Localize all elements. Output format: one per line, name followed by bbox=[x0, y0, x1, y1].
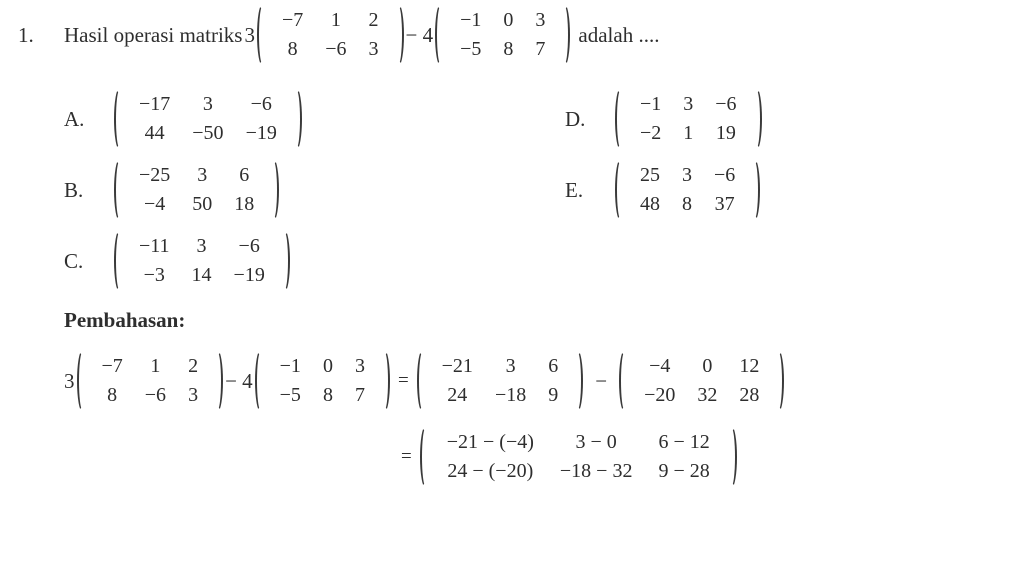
matrix-body bbox=[271, 6, 390, 64]
matrix-cell: −6 bbox=[144, 384, 167, 406]
matrix-body bbox=[269, 352, 376, 410]
matrix-cell: 3 bbox=[196, 235, 207, 257]
matrix-cell: 19 bbox=[715, 122, 736, 144]
right-paren-icon bbox=[726, 426, 737, 488]
matrix-body bbox=[633, 352, 770, 410]
matrix-cell: 3 bbox=[682, 164, 692, 186]
matrix-cell: −7 bbox=[101, 355, 123, 377]
matrix-cell: −19 bbox=[245, 122, 277, 144]
matrix-cell: 0 bbox=[322, 355, 333, 377]
matrix-row bbox=[629, 190, 746, 219]
matrix-row bbox=[128, 161, 265, 190]
matrix-row bbox=[431, 381, 570, 410]
solution-operator-cd: − bbox=[595, 368, 608, 393]
matrix-row bbox=[629, 161, 746, 190]
matrix-cell: 9 bbox=[548, 384, 559, 406]
right-paren-icon bbox=[393, 4, 404, 66]
matrix-cell: 7 bbox=[535, 38, 546, 60]
option-c-label: C. bbox=[64, 248, 84, 273]
matrix-row bbox=[633, 381, 770, 410]
matrix-cell: 7 bbox=[354, 384, 365, 406]
option-c-matrix bbox=[114, 230, 290, 292]
right-paren-icon bbox=[268, 159, 279, 221]
question-body bbox=[64, 4, 659, 66]
right-paren-icon bbox=[212, 350, 223, 412]
solution-matrix-c bbox=[417, 350, 584, 412]
right-paren-icon bbox=[572, 350, 583, 412]
option-c bbox=[64, 230, 565, 292]
matrix-cell: −1 bbox=[279, 355, 301, 377]
option-b-label: B. bbox=[64, 177, 84, 202]
left-paren-icon bbox=[615, 88, 626, 150]
left-paren-icon bbox=[417, 350, 428, 412]
matrix-row bbox=[269, 381, 376, 410]
matrix-cell: −6 bbox=[238, 235, 260, 257]
matrix-cell: 3 bbox=[683, 93, 694, 115]
matrix-cell: 3 bbox=[202, 93, 213, 115]
matrix-cell: 1 bbox=[150, 355, 161, 377]
matrix-row bbox=[128, 232, 276, 261]
matrix-cell: 28 bbox=[739, 384, 760, 406]
right-paren-icon bbox=[279, 230, 290, 292]
options-grid bbox=[64, 88, 1024, 292]
left-paren-icon bbox=[615, 159, 626, 221]
matrix-cell: 18 bbox=[234, 193, 255, 215]
matrix-cell: 2 bbox=[188, 355, 199, 377]
matrix-cell: 32 bbox=[697, 384, 718, 406]
right-paren-icon bbox=[559, 4, 570, 66]
matrix-row bbox=[128, 90, 288, 119]
matrix-row bbox=[633, 352, 770, 381]
question-matrix-b bbox=[435, 4, 570, 66]
option-d-matrix bbox=[615, 88, 762, 150]
matrix-cell: 1 bbox=[330, 9, 341, 31]
matrix-cell: 3 bbox=[505, 355, 516, 377]
matrix-cell: −6 bbox=[325, 38, 347, 60]
matrix-cell: −4 bbox=[649, 355, 671, 377]
matrix-cell: 50 bbox=[192, 193, 213, 215]
matrix-cell: 24 − (−20) bbox=[447, 460, 534, 482]
solution-coefficient-a: 3 bbox=[64, 368, 75, 393]
matrix-row bbox=[629, 90, 748, 119]
matrix-cell: 8 bbox=[107, 384, 118, 406]
matrix-row bbox=[91, 352, 210, 381]
solution-heading: Pembahasan: bbox=[64, 308, 186, 332]
matrix-cell: −3 bbox=[143, 264, 165, 286]
matrix-cell: 3 bbox=[535, 9, 546, 31]
option-d bbox=[565, 88, 1024, 150]
matrix-cell: −5 bbox=[279, 384, 301, 406]
solution-line-2 bbox=[393, 426, 1024, 488]
option-b-matrix bbox=[114, 159, 279, 221]
matrix-body bbox=[128, 232, 276, 290]
matrix-body bbox=[629, 90, 748, 148]
solution-line-1 bbox=[62, 350, 1024, 412]
matrix-cell: 8 bbox=[682, 193, 692, 215]
question-coefficient-a: 3 bbox=[244, 22, 255, 47]
left-paren-icon bbox=[114, 88, 125, 150]
matrix-row bbox=[271, 35, 390, 64]
matrix-row bbox=[128, 190, 265, 219]
matrix-cell: −2 bbox=[640, 122, 662, 144]
option-e-label: E. bbox=[565, 177, 584, 202]
left-paren-icon bbox=[435, 4, 446, 66]
matrix-row bbox=[431, 352, 570, 381]
matrix-cell: −6 bbox=[250, 93, 272, 115]
equals-sign: = bbox=[397, 370, 409, 391]
left-paren-icon bbox=[114, 159, 125, 221]
left-paren-icon bbox=[114, 230, 125, 292]
solution-matrix-b bbox=[255, 350, 390, 412]
option-b bbox=[64, 159, 565, 221]
matrix-body bbox=[629, 161, 746, 219]
option-e-matrix bbox=[615, 159, 760, 221]
matrix-cell: −4 bbox=[144, 193, 166, 215]
matrix-cell: 8 bbox=[503, 38, 514, 60]
solution-matrix-a bbox=[77, 350, 224, 412]
matrix-cell: 6 bbox=[239, 164, 250, 186]
matrix-cell: −6 bbox=[714, 164, 736, 186]
option-d-label: D. bbox=[565, 106, 586, 131]
matrix-row bbox=[449, 35, 556, 64]
matrix-body bbox=[431, 352, 570, 410]
matrix-cell: −25 bbox=[139, 164, 171, 186]
matrix-row bbox=[434, 457, 723, 486]
right-paren-icon bbox=[749, 159, 760, 221]
question-matrix-a bbox=[257, 4, 404, 66]
matrix-cell: −18 bbox=[494, 384, 527, 406]
matrix-cell: −6 bbox=[715, 93, 737, 115]
matrix-cell: 0 bbox=[702, 355, 713, 377]
matrix-cell: 37 bbox=[714, 193, 735, 215]
matrix-row bbox=[449, 6, 556, 35]
matrix-cell: 3 bbox=[368, 38, 379, 60]
matrix-cell: 3 bbox=[354, 355, 365, 377]
matrix-cell: 14 bbox=[191, 264, 212, 286]
matrix-row bbox=[271, 6, 390, 35]
matrix-cell: −11 bbox=[139, 235, 170, 257]
matrix-cell: 48 bbox=[640, 193, 660, 215]
matrix-cell: −1 bbox=[640, 93, 662, 115]
matrix-cell: 3 − 0 bbox=[575, 431, 617, 453]
matrix-row bbox=[434, 428, 723, 457]
question-number: 1. bbox=[18, 22, 34, 47]
solution-operator-ab: − 4 bbox=[225, 368, 253, 393]
option-e bbox=[565, 159, 1024, 221]
matrix-cell: −20 bbox=[644, 384, 676, 406]
matrix-cell: 24 bbox=[447, 384, 468, 406]
matrix-cell: 6 − 12 bbox=[658, 431, 710, 453]
left-paren-icon bbox=[255, 350, 266, 412]
matrix-row bbox=[91, 381, 210, 410]
matrix-cell: 6 bbox=[548, 355, 559, 377]
matrix-cell: −21 − (−4) bbox=[446, 431, 534, 453]
left-paren-icon bbox=[77, 350, 88, 412]
matrix-row bbox=[269, 352, 376, 381]
matrix-body bbox=[128, 161, 265, 219]
matrix-cell: 44 bbox=[144, 122, 165, 144]
left-paren-icon bbox=[257, 4, 268, 66]
matrix-cell: 0 bbox=[503, 9, 514, 31]
option-a-label: A. bbox=[64, 106, 85, 131]
matrix-cell: 2 bbox=[368, 9, 379, 31]
matrix-row bbox=[128, 261, 276, 290]
matrix-cell: 25 bbox=[640, 164, 660, 186]
matrix-body bbox=[449, 6, 556, 64]
question-text-after: adalah .... bbox=[578, 22, 660, 47]
option-a bbox=[64, 88, 565, 150]
matrix-cell: 3 bbox=[197, 164, 208, 186]
right-paren-icon bbox=[291, 88, 302, 150]
question-operator: − 4 bbox=[405, 22, 434, 47]
matrix-cell: −7 bbox=[281, 9, 304, 31]
matrix-cell: −21 bbox=[441, 355, 473, 377]
matrix-cell: −17 bbox=[139, 93, 171, 115]
matrix-body bbox=[128, 90, 288, 148]
matrix-cell: 1 bbox=[683, 122, 694, 144]
right-paren-icon bbox=[773, 350, 784, 412]
equals-sign: = bbox=[401, 446, 412, 467]
matrix-cell: 9 − 28 bbox=[658, 460, 710, 482]
right-paren-icon bbox=[751, 88, 762, 150]
matrix-row bbox=[128, 119, 288, 148]
matrix-cell: 3 bbox=[188, 384, 199, 406]
matrix-body bbox=[434, 428, 723, 486]
left-paren-icon bbox=[420, 426, 431, 488]
matrix-cell: −1 bbox=[460, 9, 482, 31]
matrix-cell: 12 bbox=[739, 355, 760, 377]
matrix-cell: −50 bbox=[192, 122, 224, 144]
right-paren-icon bbox=[379, 350, 390, 412]
question-row bbox=[18, 4, 1024, 66]
matrix-cell: 8 bbox=[287, 38, 298, 60]
matrix-cell: −18 − 32 bbox=[559, 460, 633, 482]
solution-result-matrix bbox=[420, 426, 737, 488]
matrix-cell: −19 bbox=[233, 264, 265, 286]
solution-matrix-d bbox=[619, 350, 784, 412]
matrix-body bbox=[91, 352, 210, 410]
question-text-before: Hasil operasi matriks bbox=[64, 22, 243, 47]
option-a-matrix bbox=[114, 88, 302, 150]
matrix-row bbox=[629, 119, 748, 148]
matrix-cell: 8 bbox=[322, 384, 333, 406]
matrix-cell: −5 bbox=[460, 38, 482, 60]
left-paren-icon bbox=[619, 350, 630, 412]
